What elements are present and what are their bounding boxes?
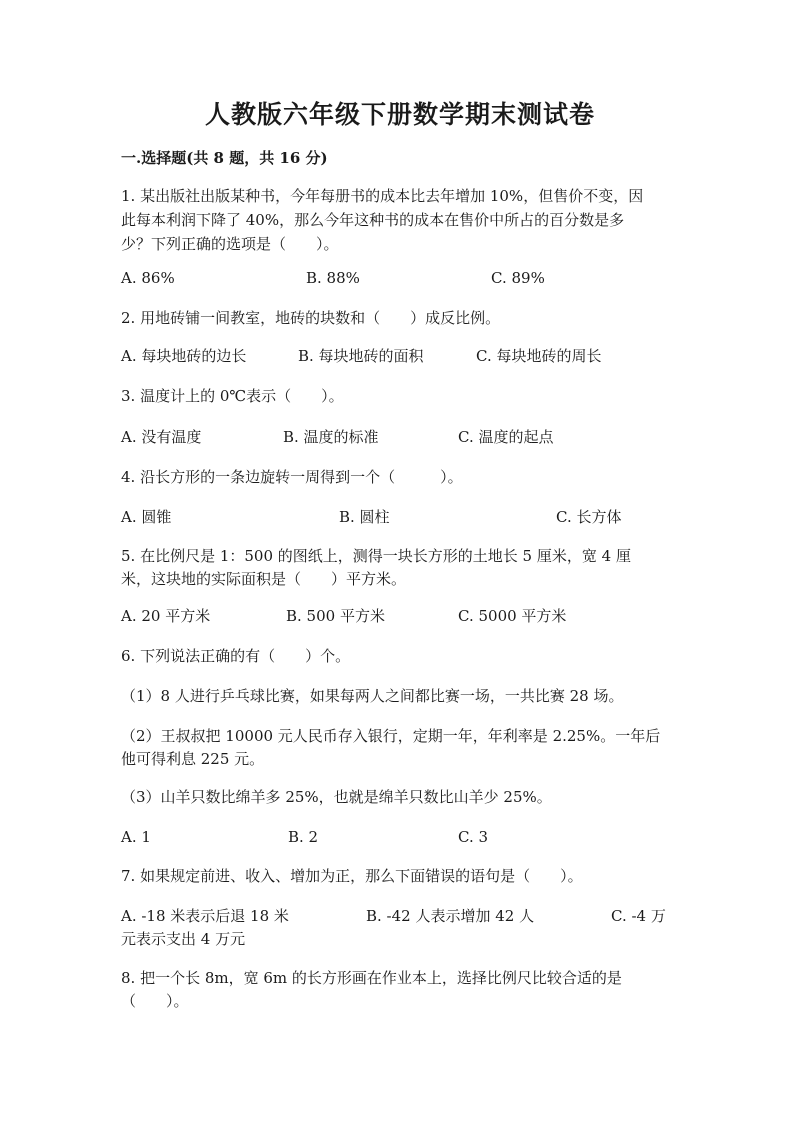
question-1-line-3: 少？下列正确的选项是（ ）。 [121, 235, 339, 253]
question-6-statement-3: （3）山羊只数比绵羊多 25%，也就是绵羊只数比山羊少 25%。 [121, 788, 552, 806]
question-5-line-2: 米，这块地的实际面积是（ ）平方米。 [121, 570, 407, 588]
question-3-line-1: 3. 温度计上的 0℃表示（ ）。 [121, 387, 344, 405]
question-7-option-c-cont: 元表示支出 4 万元 [121, 930, 246, 948]
question-1-option-b: B. 88% [306, 269, 360, 287]
question-8-line-2: （ ）。 [121, 992, 189, 1010]
question-6-option-c: C. 3 [458, 828, 489, 846]
question-6-option-b: B. 2 [288, 828, 319, 846]
question-2-option-a: A. 每块地砖的边长 [121, 347, 247, 365]
question-1-option-c: C. 89% [491, 269, 545, 287]
question-6-line-1: 6. 下列说法正确的有（ ）个。 [121, 647, 351, 665]
question-4-option-a: A. 圆锥 [121, 508, 172, 526]
question-6-statement-2-cont: 他可得利息 225 元。 [121, 750, 265, 768]
question-7-option-c: C. -4 万 [611, 907, 666, 925]
question-3-option-c: C. 温度的起点 [458, 428, 554, 446]
question-4-line-1: 4. 沿长方形的一条边旋转一周得到一个（ ）。 [121, 468, 463, 486]
question-2-option-b: B. 每块地砖的面积 [298, 347, 424, 365]
question-1-line-1: 1. 某出版社出版某种书，今年每册书的成本比去年增加 10%，但售价不变，因 [121, 187, 644, 205]
question-3-option-b: B. 温度的标准 [283, 428, 379, 446]
question-6-statement-2: （2）王叔叔把 10000 元人民币存入银行，定期一年，年利率是 2.25%。一年后 [121, 727, 661, 745]
question-1-line-2: 此每本利润下降了 40%，那么今年这种书的成本在售价中所占的百分数是多 [121, 211, 625, 229]
question-2-option-c: C. 每块地砖的周长 [476, 347, 602, 365]
question-4-option-b: B. 圆柱 [339, 508, 390, 526]
question-5-option-c: C. 5000 平方米 [458, 607, 567, 625]
question-5-line-1: 5. 在比例尺是 1：500 的图纸上，测得一块长方形的土地长 5 厘米，宽 4 厘 [121, 547, 631, 565]
exam-title: 人教版六年级下册数学期末测试卷 [204, 100, 595, 129]
question-3-option-a: A. 没有温度 [121, 428, 202, 446]
question-7-option-b: B. -42 人表示增加 42 人 [366, 907, 535, 925]
question-8-line-1: 8. 把一个长 8m，宽 6m 的长方形画在作业本上，选择比例尺比较合适的是 [121, 969, 622, 987]
section-heading: 一.选择题(共 8 题，共 16 分) [121, 149, 328, 167]
question-6-statement-1: （1）8 人进行乒乓球比赛，如果每两人之间都比赛一场，一共比赛 28 场。 [121, 687, 624, 705]
question-6-option-a: A. 1 [121, 828, 151, 846]
question-1-option-a: A. 86% [121, 269, 175, 287]
question-4-option-c: C. 长方体 [556, 508, 622, 526]
question-7-option-a: A. -18 米表示后退 18 米 [121, 907, 289, 925]
question-7-line-1: 7. 如果规定前进、收入、增加为正，那么下面错误的语句是（ ）。 [121, 867, 583, 885]
question-2-line-1: 2. 用地砖铺一间教室，地砖的块数和（ ）成反比例。 [121, 309, 501, 327]
question-5-option-a: A. 20 平方米 [121, 607, 211, 625]
question-5-option-b: B. 500 平方米 [286, 607, 385, 625]
